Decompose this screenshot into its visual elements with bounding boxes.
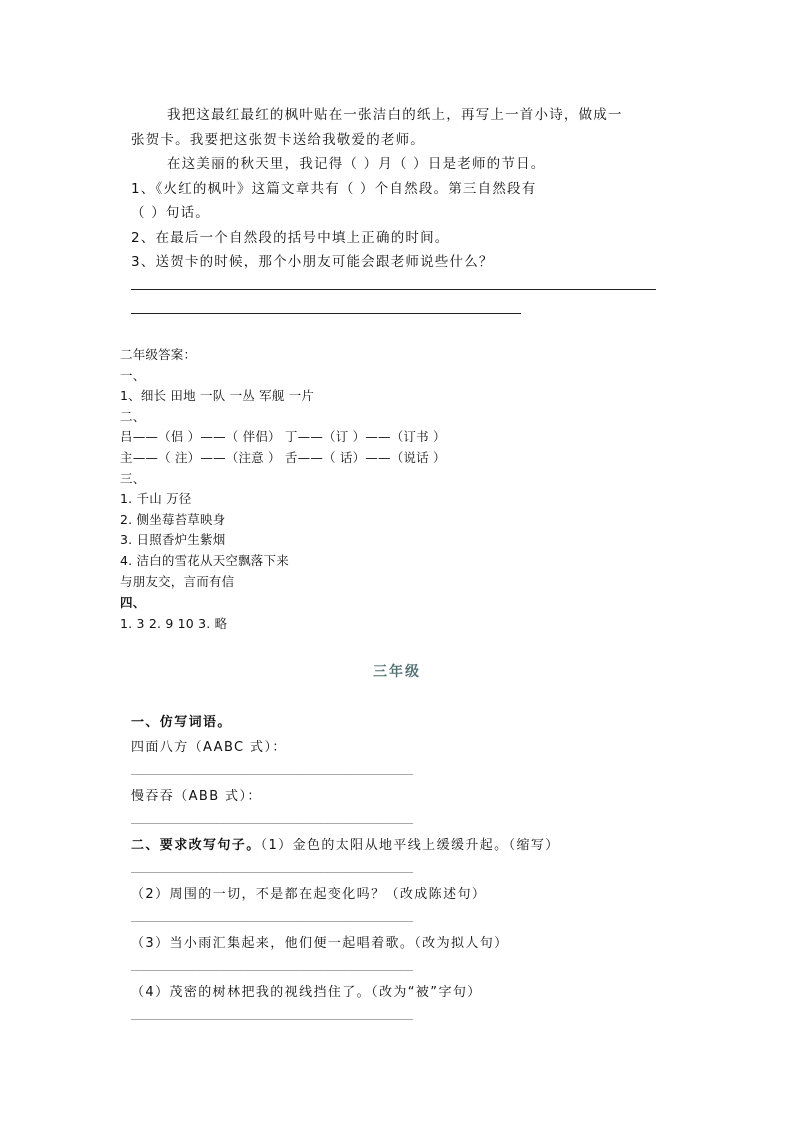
passage-line-2: 张贺卡。我要把这张贺卡送给我敬爱的老师。 bbox=[131, 132, 425, 148]
question-1b: （ ）句话。 bbox=[131, 205, 210, 221]
answers-section-1-line: 1、细长 田地 一队 一丛 军舰 一片 bbox=[120, 388, 315, 403]
grade-3-part-2-line bbox=[131, 834, 560, 853]
answer-line-1 bbox=[131, 289, 656, 290]
answer-line-2 bbox=[131, 313, 521, 314]
answers-section-2-line-2: 主——（ 注）——（注意 ） 舌——（ 话）——（说话 ） bbox=[120, 450, 446, 465]
blank-line: ______________________________________________ bbox=[131, 909, 413, 922]
grade-3-part-2-title: 二、要求改写句子。 bbox=[131, 838, 261, 853]
question-3: 3、送贺卡的时候，那个小朋友可能会跟老师说些什么？ bbox=[131, 254, 494, 270]
blank-line: ______________________________________________ bbox=[131, 762, 413, 775]
question-2: 2、在最后一个自然段的括号中填上正确的时间。 bbox=[131, 230, 450, 246]
answers-section-4-line: 1. 3 2. 9 10 3. 略 bbox=[120, 616, 228, 631]
grade-3-question-3: （3）当小雨汇集起来，他们便一起唱着歌。（改为拟人句） bbox=[131, 936, 509, 951]
grade-3-heading: 三年级 bbox=[373, 664, 421, 680]
blank-line: ______________________________________________ bbox=[131, 958, 413, 971]
answers-section-3-item-4: 4. 洁白的雪花从天空飘落下来 bbox=[120, 553, 289, 568]
answers-section-3-item-3: 3. 日照香炉生紫烟 bbox=[120, 532, 226, 547]
passage-line-3: 在这美丽的秋天里，我记得（ ）月（ ）日是老师的节日。 bbox=[167, 156, 546, 172]
answers-section-4: 四、 bbox=[120, 595, 146, 610]
answers-section-2-line-1: 吕——（侣 ）——（ 伴侣） 丁——（订 ）——（订书 ） bbox=[120, 429, 446, 444]
grade-3-item-1: 四面八方（AABC 式）： bbox=[131, 740, 287, 755]
answers-title: 二年级答案： bbox=[120, 347, 197, 362]
grade-3-item-2: 慢吞吞（ABB 式）： bbox=[131, 789, 262, 804]
answers-section-3-item-1: 1. 千山 万径 bbox=[120, 491, 192, 506]
grade-3-question-1: （1）金色的太阳从地平线上缓缓升起。（缩写） bbox=[260, 838, 560, 853]
blank-line: ______________________________________________ bbox=[131, 811, 413, 824]
question-1a: 1、《火红的枫叶》这篇文章共有（ ）个自然段。第三自然段有 bbox=[131, 181, 537, 197]
blank-line: ______________________________________________ bbox=[131, 860, 413, 873]
answers-section-3: 三、 bbox=[120, 471, 146, 486]
blank-line: ______________________________________________ bbox=[131, 1007, 413, 1020]
answers-section-1: 一、 bbox=[120, 368, 146, 383]
answers-section-3-item-5: 与朋友交，言而有信 bbox=[120, 574, 235, 589]
answers-section-3-item-2: 2. 侧坐莓苔草映身 bbox=[120, 512, 226, 527]
answers-section-2: 二、 bbox=[120, 409, 146, 424]
grade-3-question-2: （2）周围的一切，不是都在起变化吗？（改成陈述句） bbox=[131, 887, 487, 902]
grade-3-part-1-title: 一、仿写词语。 bbox=[131, 715, 232, 730]
grade-3-question-4: （4）茂密的树林把我的视线挡住了。（改为“被”字句） bbox=[131, 985, 482, 1000]
passage-line-1: 我把这最红最红的枫叶贴在一张洁白的纸上，再写上一首小诗，做成一 bbox=[167, 107, 623, 123]
